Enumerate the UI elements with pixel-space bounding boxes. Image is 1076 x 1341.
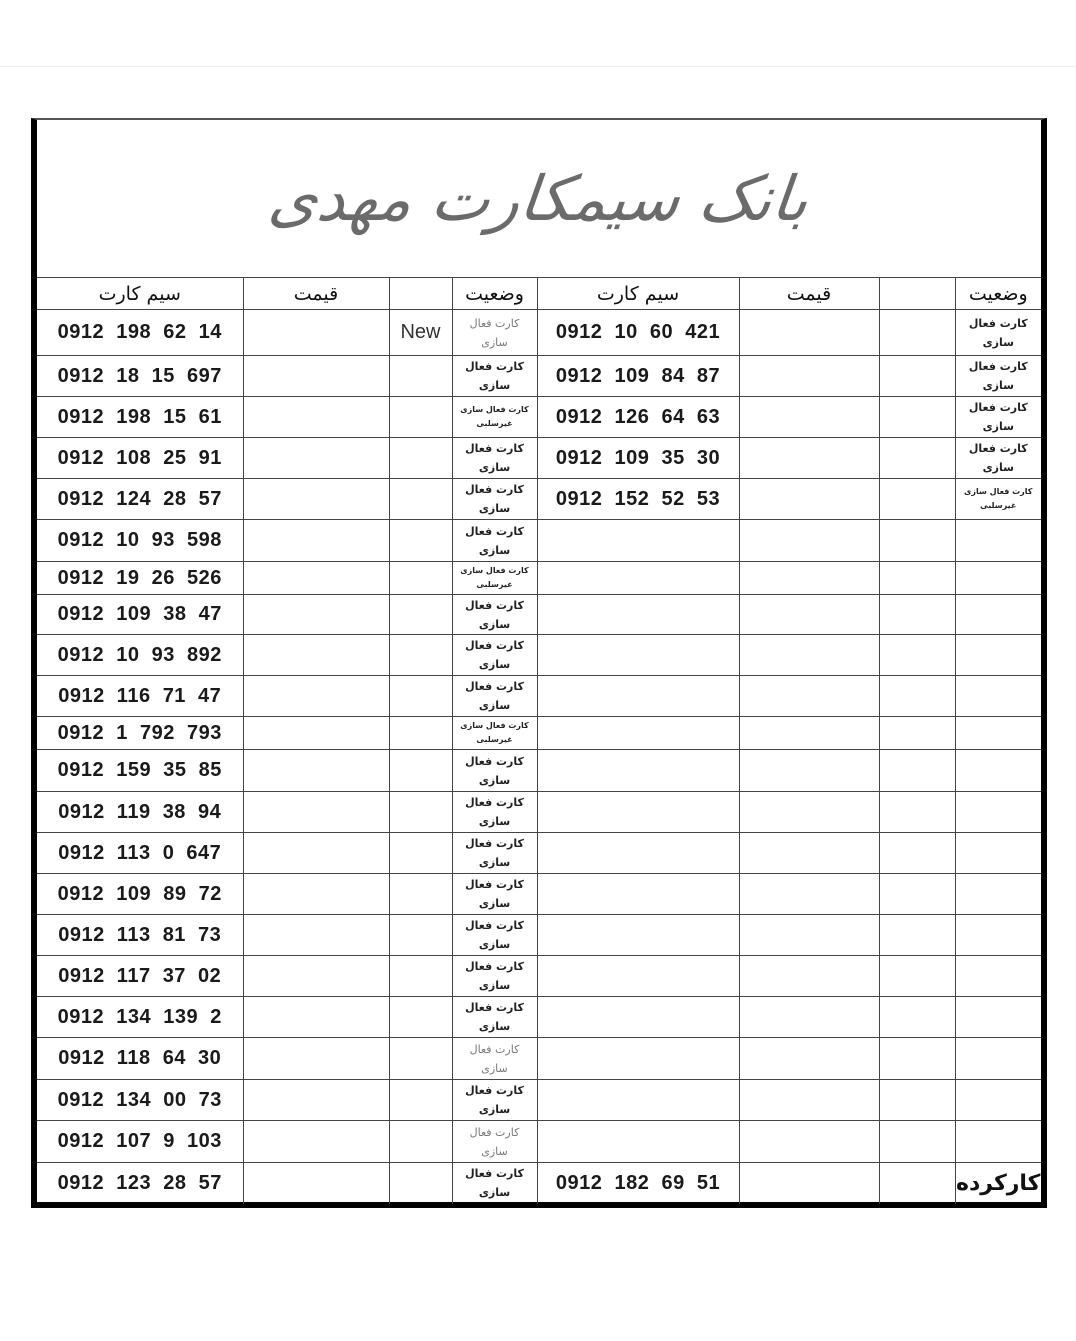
tag-left <box>389 997 452 1038</box>
price-right <box>739 562 879 595</box>
status-line: کارت فعال <box>465 1167 524 1181</box>
tag-right <box>879 874 955 915</box>
tag-right <box>879 676 955 717</box>
status-cell: کارکرده <box>955 1163 1041 1204</box>
sim-number-right <box>537 520 739 562</box>
status-cell <box>452 520 537 562</box>
status-cell <box>452 562 537 595</box>
tag-left <box>389 1121 452 1163</box>
price-left <box>243 997 389 1038</box>
status-line: کارت فعال <box>465 639 524 652</box>
tag-left <box>389 956 452 997</box>
tag-right <box>879 562 955 595</box>
sim-number-right <box>537 635 739 676</box>
table-row <box>37 595 1041 635</box>
sim-number-left: 0912 118 64 30 <box>37 1038 243 1080</box>
header-price-left: قیمت <box>243 278 389 310</box>
price-right <box>739 635 879 676</box>
status-line: سازی <box>478 1103 511 1116</box>
sim-number-right: 0912 109 35 30 <box>537 438 739 479</box>
status-line: غیرسلبی <box>980 501 1017 510</box>
price-left <box>243 833 389 874</box>
status-line: کارت فعال <box>465 919 524 932</box>
price-left <box>243 310 389 356</box>
status-line: غیرسلبی <box>476 419 513 428</box>
status-cell <box>955 1121 1041 1163</box>
status-cell <box>452 1163 537 1204</box>
tag-left <box>389 915 452 956</box>
tag-right <box>879 520 955 562</box>
header-blank-right <box>879 278 955 310</box>
sim-number-left: 0912 113 81 73 <box>37 915 243 956</box>
price-left <box>243 1121 389 1163</box>
status-cell <box>955 750 1041 792</box>
price-right <box>739 717 879 750</box>
status-line: سازی <box>478 773 511 787</box>
header-blank-left <box>389 278 452 310</box>
status-line: کارت فعال <box>469 1125 520 1139</box>
price-left <box>243 915 389 956</box>
price-right <box>739 356 879 397</box>
sim-number-left: 0912 1 792 793 <box>37 717 243 750</box>
tag-left: New <box>389 310 452 356</box>
price-right <box>739 874 879 915</box>
status-line: کارت فعال سازی <box>460 721 529 730</box>
price-left <box>243 397 389 438</box>
table-row <box>37 1163 1041 1204</box>
table-row <box>37 915 1041 956</box>
table-row <box>37 562 1041 595</box>
tag-right <box>879 997 955 1038</box>
status-cell <box>452 438 537 479</box>
status-line: سازی <box>478 979 511 992</box>
sim-number-right: 0912 109 84 87 <box>537 356 739 397</box>
tag-left <box>389 676 452 717</box>
status-line: سازی <box>478 938 511 951</box>
tag-right <box>879 750 955 792</box>
sim-number-right <box>537 676 739 717</box>
tag-left <box>389 1080 452 1121</box>
table-body <box>37 310 1041 1204</box>
price-left <box>243 562 389 595</box>
tag-left <box>389 397 452 438</box>
status-line: سازی <box>982 379 1014 392</box>
price-right <box>739 792 879 833</box>
price-right <box>739 750 879 792</box>
status-line: سازی <box>478 658 511 671</box>
table-row <box>37 956 1041 997</box>
tag-right <box>879 479 955 520</box>
table-row <box>37 997 1041 1038</box>
status-cell <box>452 750 537 792</box>
sim-number-right: 0912 126 64 63 <box>537 397 739 438</box>
tag-right <box>879 1080 955 1121</box>
table-row <box>37 792 1041 833</box>
status-line: سازی <box>982 420 1014 433</box>
status-line: کارت فعال <box>968 442 1028 455</box>
price-left <box>243 956 389 997</box>
sim-number-left: 0912 107 9 103 <box>37 1121 243 1163</box>
tag-left <box>389 874 452 915</box>
status-line: کارت فعال <box>465 680 524 693</box>
price-left <box>243 356 389 397</box>
status-line: کارت فعال سازی <box>460 566 529 575</box>
tag-left <box>389 792 452 833</box>
price-right <box>739 915 879 956</box>
sim-number-right <box>537 1121 739 1163</box>
status-cell <box>955 676 1041 717</box>
table-row <box>37 717 1041 750</box>
sim-number-left: 0912 198 62 14 <box>37 310 243 356</box>
status-cell <box>955 562 1041 595</box>
status-cell <box>955 635 1041 676</box>
price-left <box>243 520 389 562</box>
price-left <box>243 595 389 635</box>
sim-number-left: 0912 124 28 57 <box>37 479 243 520</box>
price-left <box>243 1038 389 1080</box>
tag-left <box>389 1038 452 1080</box>
status-line: سازی <box>478 379 511 392</box>
sim-number-right <box>537 562 739 595</box>
status-line: کارت فعال <box>465 796 524 809</box>
status-cell <box>955 520 1041 562</box>
tag-right <box>879 310 955 356</box>
header-status-left: وضعیت <box>452 278 537 310</box>
sim-number-left: 0912 109 38 47 <box>37 595 243 635</box>
table-row <box>37 356 1041 397</box>
status-line: سازی <box>481 1061 508 1075</box>
price-left <box>243 750 389 792</box>
status-cell <box>452 997 537 1038</box>
tag-right <box>879 833 955 874</box>
status-cell <box>452 833 537 874</box>
status-line: سازی <box>481 335 508 349</box>
status-cell <box>955 792 1041 833</box>
sim-number-left: 0912 10 93 892 <box>37 635 243 676</box>
status-cell <box>955 956 1041 997</box>
table-row <box>37 479 1041 520</box>
sim-number-right: 0912 182 69 51 <box>537 1163 739 1204</box>
price-right <box>739 1038 879 1080</box>
status-line: سازی <box>478 543 511 557</box>
status-cell <box>452 310 537 356</box>
tag-left <box>389 750 452 792</box>
status-line: سازی <box>982 461 1014 474</box>
header-status-right: وضعیت <box>955 278 1041 310</box>
sim-number-right <box>537 750 739 792</box>
status-cell <box>452 676 537 717</box>
status-line: کارت فعال سازی <box>460 405 529 414</box>
tag-right <box>879 792 955 833</box>
status-line: غیرسلبی <box>476 580 513 589</box>
tag-right <box>879 1038 955 1080</box>
sim-number-right <box>537 833 739 874</box>
sim-number-left: 0912 10 93 598 <box>37 520 243 562</box>
simcard-price-sheet <box>31 118 1047 1208</box>
tag-right <box>879 1163 955 1204</box>
price-right <box>739 1121 879 1163</box>
sim-number-left: 0912 198 15 61 <box>37 397 243 438</box>
tag-left <box>389 595 452 635</box>
status-cell <box>452 874 537 915</box>
header-row <box>37 278 1041 310</box>
tag-right <box>879 438 955 479</box>
sim-number-left: 0912 19 26 526 <box>37 562 243 595</box>
table-row <box>37 635 1041 676</box>
status-line: کارت فعال <box>465 754 524 768</box>
tag-left <box>389 1163 452 1204</box>
status-cell <box>955 915 1041 956</box>
table-row <box>37 310 1041 356</box>
tag-right <box>879 1121 955 1163</box>
price-left <box>243 874 389 915</box>
price-right <box>739 397 879 438</box>
status-line: کارت فعال <box>465 1084 524 1097</box>
sim-number-left: 0912 159 35 85 <box>37 750 243 792</box>
status-cell <box>452 397 537 438</box>
sim-number-right <box>537 717 739 750</box>
tag-right <box>879 397 955 438</box>
sim-number-left: 0912 117 37 02 <box>37 956 243 997</box>
price-right <box>739 956 879 997</box>
status-line: کارت فعال <box>968 360 1028 373</box>
status-line: کارت فعال سازی <box>964 487 1033 496</box>
header-sim-right: سیم کارت <box>537 278 739 310</box>
status-cell <box>955 874 1041 915</box>
sim-number-right: 0912 152 52 53 <box>537 479 739 520</box>
status-cell <box>452 1121 537 1163</box>
status-line: سازی <box>478 502 511 515</box>
tag-right <box>879 956 955 997</box>
tag-left <box>389 438 452 479</box>
status-cell <box>452 956 537 997</box>
status-line: کارت فعال <box>469 1042 520 1056</box>
price-left <box>243 438 389 479</box>
tag-right <box>879 595 955 635</box>
price-right <box>739 595 879 635</box>
status-cell <box>955 997 1041 1038</box>
status-cell <box>452 1038 537 1080</box>
status-line: سازی <box>478 617 511 631</box>
sim-number-left: 0912 134 139 2 <box>37 997 243 1038</box>
price-right <box>739 1080 879 1121</box>
status-cell <box>452 479 537 520</box>
table-row <box>37 1080 1041 1121</box>
sim-number-left: 0912 113 0 647 <box>37 833 243 874</box>
page-title: بانک سیمکارت مهدی <box>265 162 813 235</box>
sim-number-right <box>537 792 739 833</box>
price-left <box>243 792 389 833</box>
price-left <box>243 479 389 520</box>
simcard-table <box>37 277 1041 1204</box>
status-line: کارت فعال <box>465 360 524 373</box>
status-line: سازی <box>478 461 511 474</box>
status-cell <box>955 833 1041 874</box>
tag-left <box>389 833 452 874</box>
status-cell <box>955 310 1041 356</box>
tag-left <box>389 356 452 397</box>
sim-number-right <box>537 1080 739 1121</box>
status-line: سازی <box>478 699 511 712</box>
price-right <box>739 520 879 562</box>
status-line: سازی <box>478 1020 511 1033</box>
header-price-right: قیمت <box>739 278 879 310</box>
sim-number-right <box>537 874 739 915</box>
price-right <box>739 1163 879 1204</box>
tag-left <box>389 562 452 595</box>
sim-number-right <box>537 595 739 635</box>
status-cell <box>452 792 537 833</box>
sim-number-left: 0912 134 00 73 <box>37 1080 243 1121</box>
price-left <box>243 1080 389 1121</box>
status-cell <box>955 397 1041 438</box>
status-cell <box>955 717 1041 750</box>
status-line: سازی <box>982 335 1014 349</box>
sim-number-right <box>537 915 739 956</box>
status-line: کارت فعال <box>465 524 524 538</box>
status-line: سازی <box>478 815 511 828</box>
status-line: کارت فعال <box>968 316 1028 330</box>
status-cell <box>452 1080 537 1121</box>
status-cell <box>955 595 1041 635</box>
sim-number-left: 0912 116 71 47 <box>37 676 243 717</box>
sim-number-left: 0912 123 28 57 <box>37 1163 243 1204</box>
sim-number-left: 0912 109 89 72 <box>37 874 243 915</box>
table-row <box>37 1121 1041 1163</box>
table-row <box>37 833 1041 874</box>
status-line: کارت فعال <box>465 837 524 850</box>
price-left <box>243 635 389 676</box>
status-line: سازی <box>478 856 511 869</box>
status-line: غیرسلبی <box>476 735 513 744</box>
price-left <box>243 1163 389 1204</box>
status-cell <box>955 438 1041 479</box>
price-right <box>739 479 879 520</box>
status-line: کارت فعال <box>465 1001 524 1014</box>
tag-right <box>879 356 955 397</box>
status-cell <box>452 915 537 956</box>
price-left <box>243 717 389 750</box>
status-line: کارت فعال <box>465 960 524 973</box>
status-cell <box>452 595 537 635</box>
price-right <box>739 997 879 1038</box>
table-row <box>37 520 1041 562</box>
header-sim-left: سیم کارت <box>37 278 243 310</box>
status-cell <box>955 1080 1041 1121</box>
tag-right <box>879 717 955 750</box>
status-line: سازی <box>481 1144 508 1158</box>
status-line: کارت فعال <box>469 316 520 330</box>
price-right <box>739 676 879 717</box>
tag-left <box>389 635 452 676</box>
sim-number-right <box>537 956 739 997</box>
status-cell <box>452 356 537 397</box>
top-divider <box>0 66 1076 67</box>
sim-number-left: 0912 18 15 697 <box>37 356 243 397</box>
sim-number-left: 0912 119 38 94 <box>37 792 243 833</box>
table-row <box>37 397 1041 438</box>
tag-right <box>879 915 955 956</box>
tag-right <box>879 635 955 676</box>
tag-left <box>389 717 452 750</box>
price-right <box>739 310 879 356</box>
status-cell <box>452 717 537 750</box>
table-row <box>37 1038 1041 1080</box>
sim-number-left: 0912 108 25 91 <box>37 438 243 479</box>
status-cell <box>955 479 1041 520</box>
status-line: سازی <box>478 897 511 910</box>
status-cell <box>452 635 537 676</box>
price-left <box>243 676 389 717</box>
status-line: سازی <box>478 1186 511 1200</box>
sim-number-right: 0912 10 60 421 <box>537 310 739 356</box>
table-row <box>37 750 1041 792</box>
status-line: کارت فعال <box>465 442 524 455</box>
table-row <box>37 874 1041 915</box>
title-banner <box>37 120 1041 277</box>
price-right <box>739 833 879 874</box>
tag-left <box>389 520 452 562</box>
status-cell <box>955 356 1041 397</box>
sim-number-right <box>537 1038 739 1080</box>
status-cell <box>955 1038 1041 1080</box>
table-row <box>37 676 1041 717</box>
status-line: کارت فعال <box>465 878 524 891</box>
sim-number-right <box>537 997 739 1038</box>
status-line: کارت فعال <box>968 401 1028 414</box>
price-right <box>739 438 879 479</box>
table-row <box>37 438 1041 479</box>
tag-left <box>389 479 452 520</box>
status-line: کارت فعال <box>465 483 524 496</box>
status-line: کارت فعال <box>465 598 524 612</box>
